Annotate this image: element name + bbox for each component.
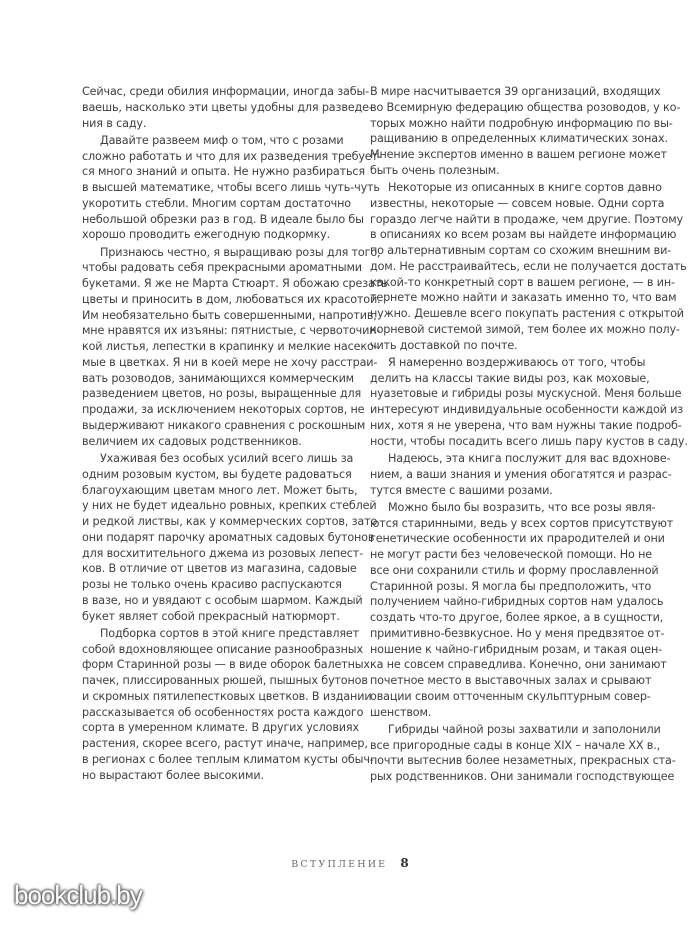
text-line: ваешь, насколько эти цветы удобны для разведе- — [82, 100, 373, 114]
paragraph — [370, 722, 676, 785]
text-line: хорошо проводить ежегодную подкормку. — [82, 228, 331, 242]
text-line: получением чайно-гибридных сортов нам удалось — [370, 595, 664, 609]
text-line: сорта в умеренном климате. В других условиях — [82, 721, 359, 735]
text-line: букет являет собой прекрасный натюрморт. — [82, 609, 340, 623]
text-line: почетное место в выставочных залах и срывают — [370, 674, 652, 688]
text-column-right — [370, 84, 688, 787]
text-line: они подарят парочку ароматных садовых бутонов — [82, 530, 375, 544]
text-line: быть очень полезным. — [370, 163, 500, 177]
text-line: делить на классы такие виды роз, как моховые, — [370, 371, 650, 385]
text-line: но вырастают более высокими. — [82, 768, 264, 782]
page-footer — [0, 852, 700, 871]
text-line: розы не только очень красиво распускаются — [82, 578, 342, 592]
text-column-left — [82, 84, 388, 785]
text-line: Мнение экспертов именно в вашем регионе может — [370, 148, 667, 161]
text-line: во Всемирную федерацию общества розоводов, у ко- — [370, 100, 681, 114]
text-line: Сейчас, среди обилия информации, иногда забы- — [82, 85, 370, 98]
text-line: ращиванию в определенных климатических зонах. — [370, 132, 668, 146]
text-line: растения, скорее всего, растут иначе, например, — [82, 737, 368, 751]
text-line: все они сохранили стиль и форму прославленной — [370, 563, 659, 577]
text-line: Подборка сортов в этой книге представляет — [100, 626, 360, 640]
text-line: почти вытеснив более незаметных, прекрасных ста- — [370, 754, 676, 768]
text-line: Некоторые из описанных в книге сортов давно — [388, 181, 662, 195]
text-line: Им необязательно быть совершенными, напротив, — [82, 308, 377, 322]
text-line: пачек, плиссированных рюшей, пышных бутонов — [82, 674, 368, 688]
paragraph — [82, 133, 382, 243]
text-line: ния в саду. — [82, 116, 147, 130]
text-line: укоротить стебли. Многим сортам достаточно — [82, 196, 351, 210]
paragraph — [82, 626, 374, 784]
text-line: выдерживают никакого сравнения с роскошным — [82, 418, 366, 432]
text-line: собой вдохновляющее описание разнообразных — [82, 642, 363, 656]
text-line: одним розовым кустом, вы будете радоваться — [82, 467, 352, 481]
text-line: генетические особенности их прародителей и они — [370, 532, 665, 546]
text-line: кой листья, лепестки в крапинку и мелкие насеко- — [82, 340, 378, 354]
text-line: примитивно-безвкусное. Но у меня предвзятое от- — [370, 626, 665, 640]
text-line: величием их садовых родственников. — [82, 434, 302, 448]
text-line: рых родственников. Они занимали господствующее — [370, 770, 675, 784]
text-line: какой-то конкретный сорт в вашем регионе, — в ин- — [370, 275, 675, 289]
paragraph — [370, 84, 681, 179]
paragraph — [82, 451, 378, 624]
paragraph — [82, 245, 388, 450]
text-line: гораздо легче найти в продаже, чем другие. Поэтому — [370, 212, 683, 226]
paragraph — [370, 451, 672, 498]
text-line: букетами. Я же не Марта Стюарт. Я обожаю срезать — [82, 277, 388, 291]
text-line: ка не совсем справедлива. Конечно, они занимают — [370, 658, 667, 672]
text-line: создать что-то другое, более яркое, а в сущности, — [370, 611, 664, 625]
text-line: тернете можно найти и заказать именно то, что вам — [370, 291, 677, 305]
text-line: Я намеренно воздерживаюсь от того, чтобы — [388, 355, 646, 369]
text-line: В мире насчитывается 39 организаций, входящих — [370, 85, 661, 98]
text-line: и редкой листвы, как у коммерческих сортов, зато — [82, 515, 378, 529]
text-line: у них не будет идеально ровных, крепких стеблей — [82, 499, 377, 513]
paragraph — [370, 180, 687, 353]
text-line: ся много знаний и опыта. Не нужно разбираться — [82, 165, 366, 179]
text-line: ношение к чайно-гибридным розам, и такая оцен- — [370, 642, 663, 656]
text-line: по альтернативным сортам со схожим внешним ви- — [370, 244, 672, 258]
text-line: разведением цветов, но розы, выращенные для — [82, 387, 362, 401]
text-line: ности, чтобы посадить всего лишь пару кустов в саду. — [370, 434, 688, 448]
text-line: цветы и приносить в дом, любоваться их красотой. — [82, 292, 381, 306]
text-line: тутся вместе с вашими розами. — [370, 483, 553, 497]
text-line: не могут расти без человеческой помощи. Но не — [370, 548, 653, 562]
text-line: известны, некоторые — совсем новые. Одни сорта — [370, 196, 665, 210]
text-line: Надеюсь, эта книга послужит для вас вдохнове- — [388, 452, 671, 466]
text-line: овации своим отточенным скульптурным совер- — [370, 689, 651, 703]
paragraph — [370, 355, 688, 450]
text-line: Старинной розы. Я могла бы предположить, что — [370, 579, 652, 593]
text-line: для восхитительного джема из розовых лепест- — [82, 546, 364, 560]
text-line: рассказывается об особенностях роста каждого — [82, 705, 364, 719]
text-line: Ухаживая без особых усилий всего лишь за — [100, 452, 354, 466]
text-line: форм Старинной розы — в виде оборок балетных — [82, 658, 370, 672]
text-line: небольшой обрезки раз в год. В идеале было бы — [82, 212, 364, 226]
text-line: нужно. Дешевле всего покупать растения с открытой — [370, 307, 684, 321]
text-line: в высшей математике, чтобы всего лишь чуть-чуть — [82, 181, 380, 195]
text-line: ются старинными, ведь у всех сортов присутствуют — [370, 516, 674, 530]
paragraph — [82, 84, 373, 131]
text-line: в вазе, но и увядают с особым шармом. Каждый — [82, 593, 363, 607]
text-line: мне нравятся их изъяны: пятнистые, с червоточин- — [82, 324, 381, 338]
text-line: ков. В отличие от цветов из магазина, садовые — [82, 562, 357, 576]
paragraph — [370, 500, 674, 721]
watermark-logo: bookclub.by — [14, 880, 142, 910]
text-line: Гибриды чайной розы захватили и заполонили — [388, 722, 661, 736]
text-line: корневой системой зимой, тем более их можно полу- — [370, 322, 680, 336]
text-line: Признаюсь честно, я выращиваю розы для того, — [100, 245, 381, 259]
text-line: дом. Не расстраивайтесь, если не получается достать — [370, 259, 687, 273]
text-line: мые в цветках. Я ни в коей мере не хочу расстраи- — [82, 355, 378, 369]
text-line: них, хотя я не уверена, что вам нужны такие подроб- — [370, 418, 682, 432]
text-line: Давайте развеем миф о том, что с розами — [100, 133, 344, 147]
running-footer-section-title: ВСТУПЛЕНИЕ — [291, 859, 388, 870]
text-line: нуазетовые и гибриды розы мускусной. Меня больше — [370, 387, 682, 401]
text-line: в регионах с более теплым климатом кусты обыч- — [82, 752, 374, 766]
text-line: и скромных пятилепестковых цветков. В издании — [82, 689, 372, 703]
text-line: чить доставкой по почте. — [370, 338, 518, 352]
text-line: шенством. — [370, 705, 432, 719]
text-line: вать розоводов, занимающихся коммерческим — [82, 371, 354, 385]
text-line: чтобы радовать себя прекрасными ароматными — [82, 261, 362, 275]
text-line: нием, а ваши знания и умения обогатятся и разрас- — [370, 467, 672, 481]
text-line: все пригородные сады в конце XIX – начале XX в., — [370, 738, 661, 752]
text-line: продажи, за исключением некоторых сортов, не — [82, 403, 365, 417]
text-line: сложно работать и что для их разведения требует- — [82, 149, 382, 163]
text-line: интересуют индивидуальные особенности каждой из — [370, 403, 684, 417]
page-number: 8 — [400, 856, 409, 870]
text-line: торых можно найти подробную информацию по вы- — [370, 116, 673, 130]
text-line: благоухающим цветам много лет. Может быть, — [82, 483, 358, 497]
text-line: в описаниях ко всем розам вы найдете информацию — [370, 228, 677, 242]
text-line: Можно было бы возразить, что все розы явля- — [388, 500, 656, 514]
